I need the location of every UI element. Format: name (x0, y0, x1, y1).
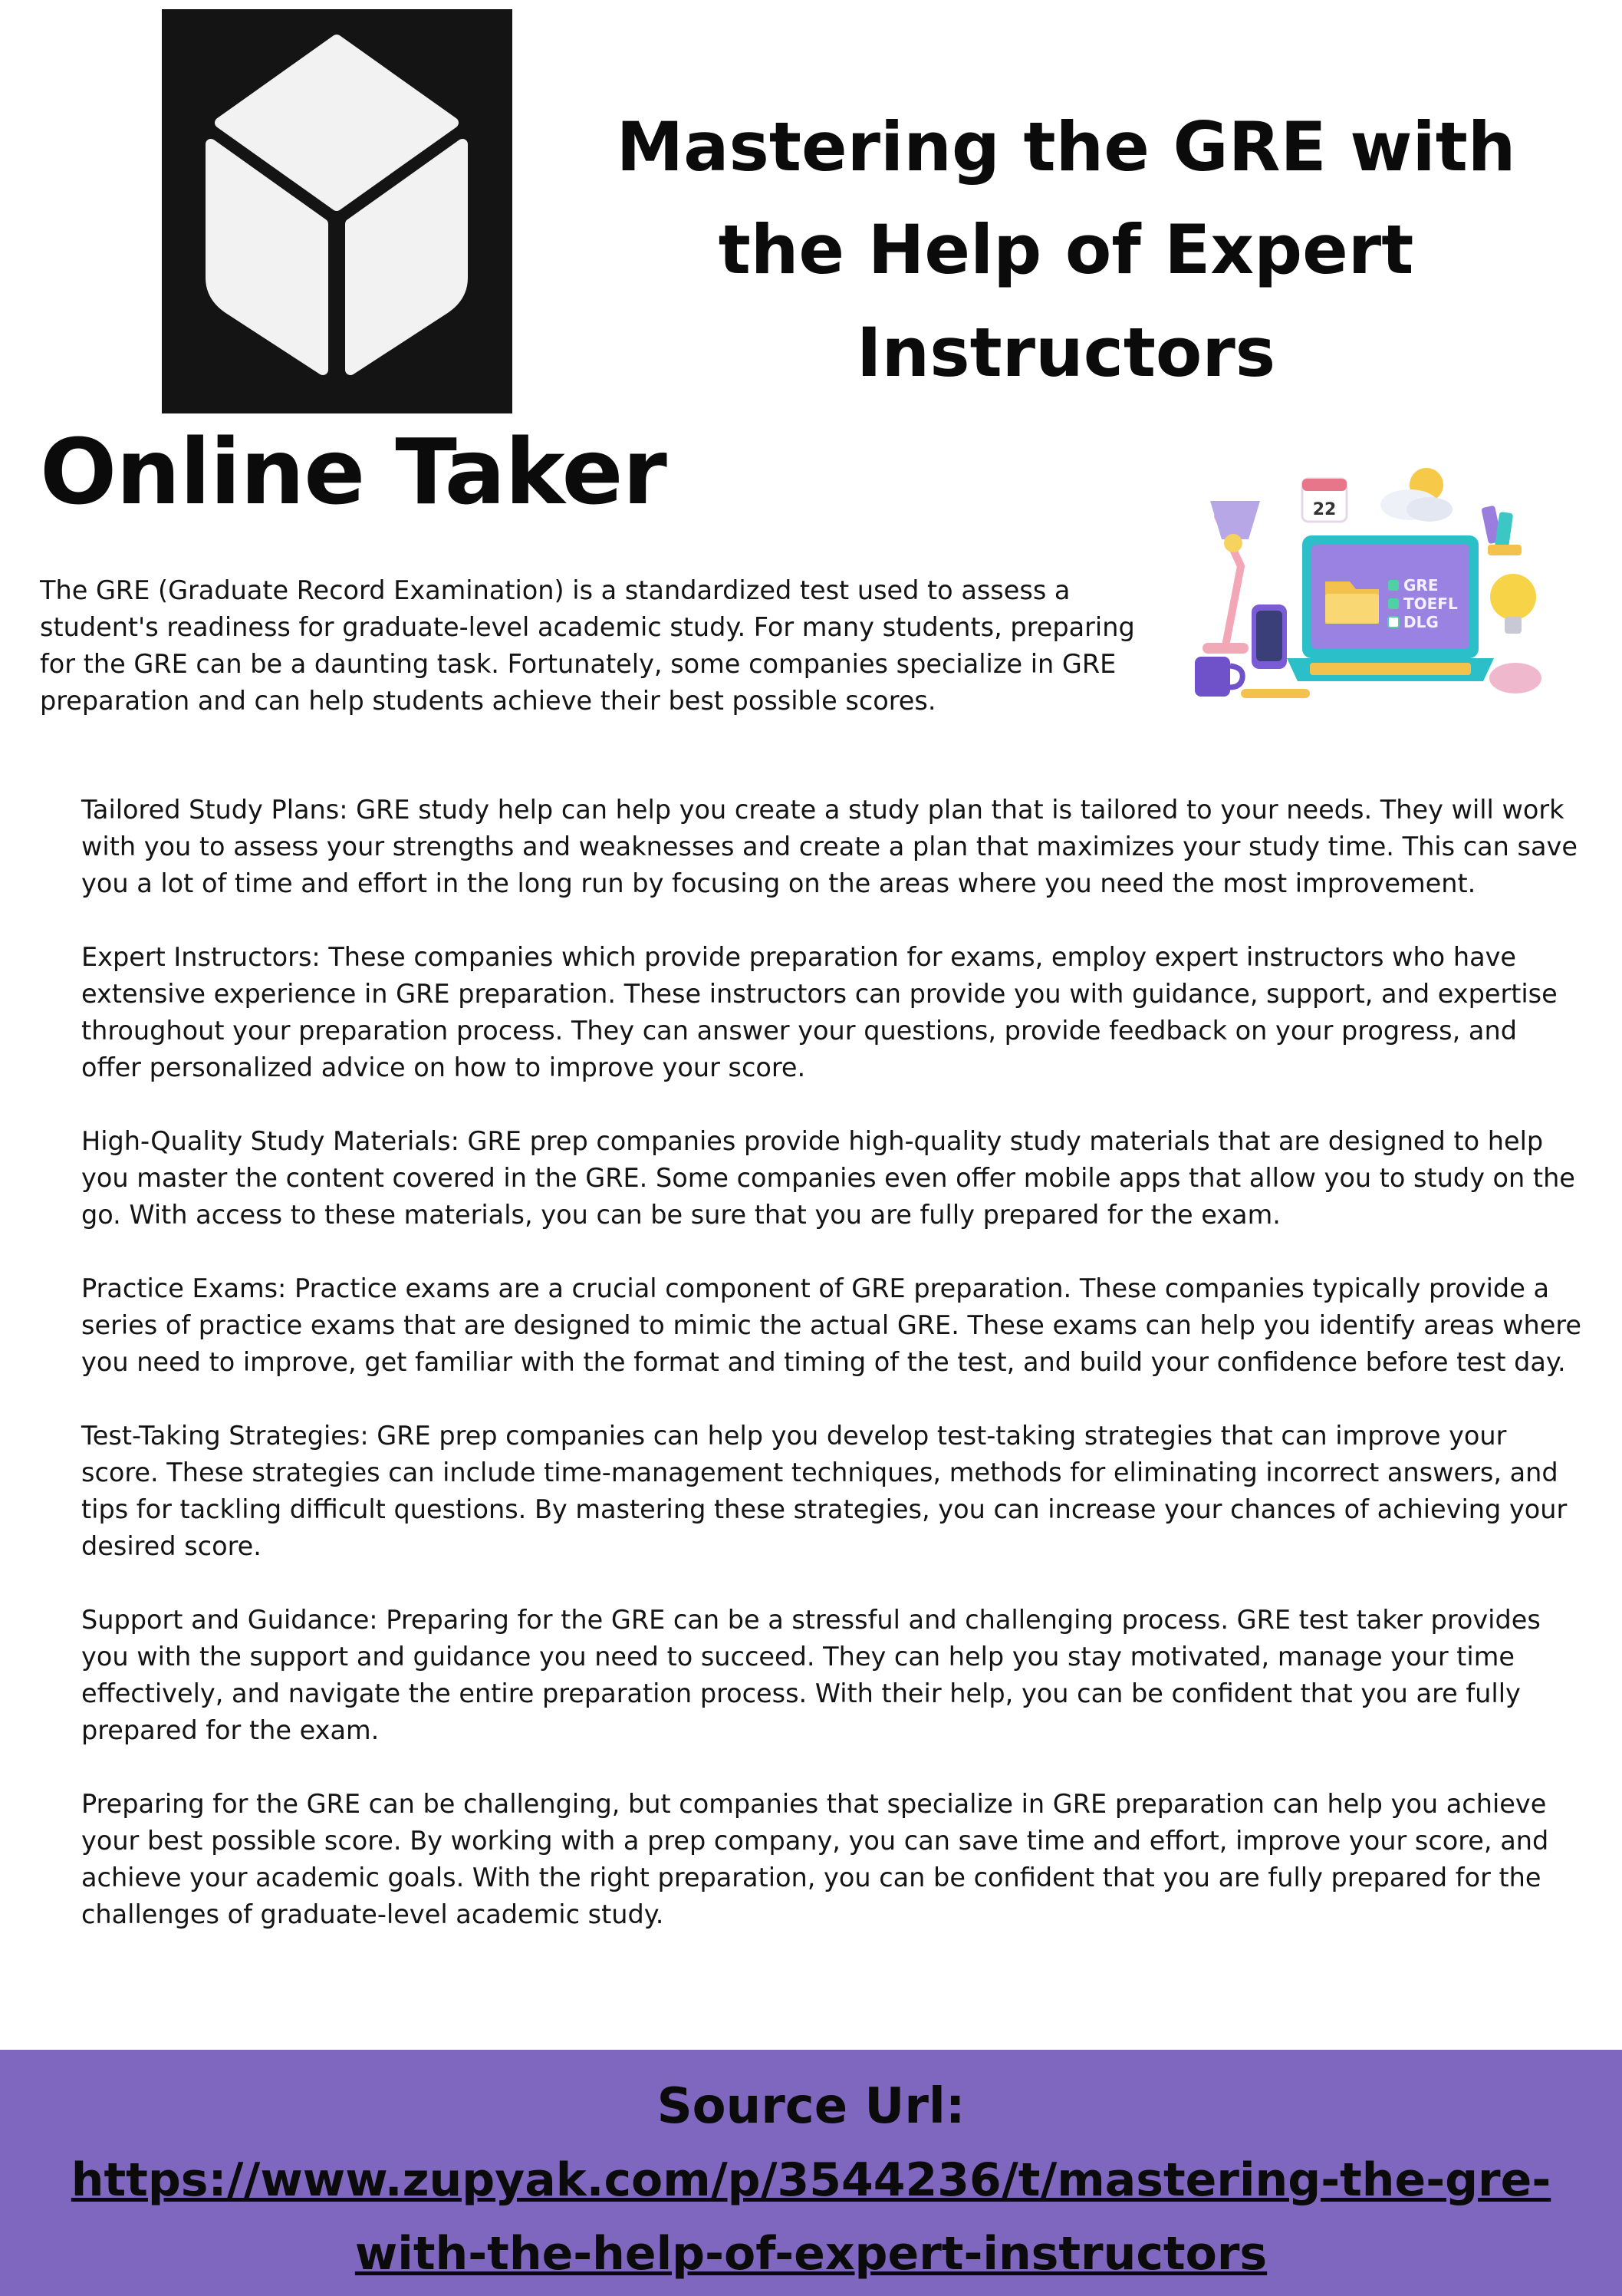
page-title: Mastering the GRE with the Help of Expert Instructors (616, 107, 1516, 392)
phone-icon (1252, 604, 1287, 669)
brand-name: Online Taker (40, 419, 666, 525)
svg-text:22: 22 (1312, 500, 1337, 519)
laptop-icon (1287, 535, 1494, 681)
section-conclusion: Preparing for the GRE can be challenging, but companies that specialize in GRE preparation can help you achieve your best possible score. By working with a prep company, you can save time and effort, improve your score, and achieve your academic goals. With the right preparation, you can be confident that you are fully prepared for the challenges of graduate-level academic study. (81, 1789, 1549, 1929)
mouse-icon (1489, 663, 1541, 693)
weather-icon (1380, 468, 1453, 522)
section-expert-instructors: Expert Instructors: These companies which provide preparation for exams, employ expert instructors who have extensive experience in GRE preparation. These instructors can provide you with guidance, support, and expertise throughout your preparation process. They can answer your questions, provide feedback on your progress, and offer personalized advice on how to improve your score. (81, 942, 1558, 1082)
svg-text:DLG: DLG (1403, 613, 1439, 631)
desk-lamp-icon (1203, 501, 1260, 654)
calendar-icon (1302, 479, 1347, 522)
color-swatch-icon (1481, 506, 1522, 555)
section-practice-exams: Practice Exams: Practice exams are a crucial component of GRE preparation. These companies typically provide a series of practice exams that are designed to mimic the actual GRE. These exams can help you identify areas where you need to improve, get familiar with the format and timing of the test, and build your confidence before test day. (81, 1273, 1581, 1377)
intro-paragraph: The GRE (Graduate Record Examination) is a standardized test used to assess a student's readiness for graduate-level academic study. For many students, preparing for the GRE can be a daunting task. Fortunately, some companies specialize in GRE preparation and can help students achieve their best possible scores. (40, 575, 1135, 716)
laptop-study-illustration (1187, 459, 1554, 720)
source-label: Source Url: (656, 2078, 966, 2135)
light-bulb-icon (1490, 574, 1536, 634)
pencil-icon (1241, 689, 1310, 698)
section-tailored-study-plans: Tailored Study Plans: GRE study help can help you create a study plan that is tailored to your needs. They will work with you to assess your strengths and weaknesses and create a plan that maximizes your study time. This can save you a lot of time and effort in the long run by focusing on the areas where you need the most improvement. (81, 795, 1578, 898)
cube-logo (162, 9, 512, 413)
source-url-link[interactable]: https://www.zupyak.com/p/3544236/t/mastering-the-gre- with-the-help-of-expert-instructors (71, 2153, 1551, 2281)
mug-icon (1195, 657, 1242, 697)
svg-text:TOEFL: TOEFL (1403, 595, 1458, 613)
section-study-materials: High-Quality Study Materials: GRE prep companies provide high-quality study materials that are designed to help you master the content covered in the GRE. Some companies even offer mobile apps that allow you to study on the go. With access to these materials, you can be sure that you are fully prepared for the exam. (81, 1126, 1575, 1230)
svg-text:GRE: GRE (1403, 576, 1439, 595)
source-footer (0, 2050, 1622, 2296)
article-body (81, 792, 1584, 1970)
cube-logo-icon (162, 9, 512, 413)
section-support-guidance: Support and Guidance: Preparing for the GRE can be a stressful and challenging process. GRE test taker provides you with the support and guidance you need to succeed. They can help you stay motivated, manage your time effectively, and navigate the entire preparation process. With their help, you can be confident that you are fully prepared for the exam. (81, 1605, 1541, 1745)
section-test-taking-strategies: Test-Taking Strategies: GRE prep companies can help you develop test-taking strategies that can improve your score. These strategies can include time-management techniques, methods for eliminating incorrect answers, and tips for tackling difficult questions. By mastering these strategies, you can increase your chances of achieving your desired score. (81, 1421, 1568, 1561)
